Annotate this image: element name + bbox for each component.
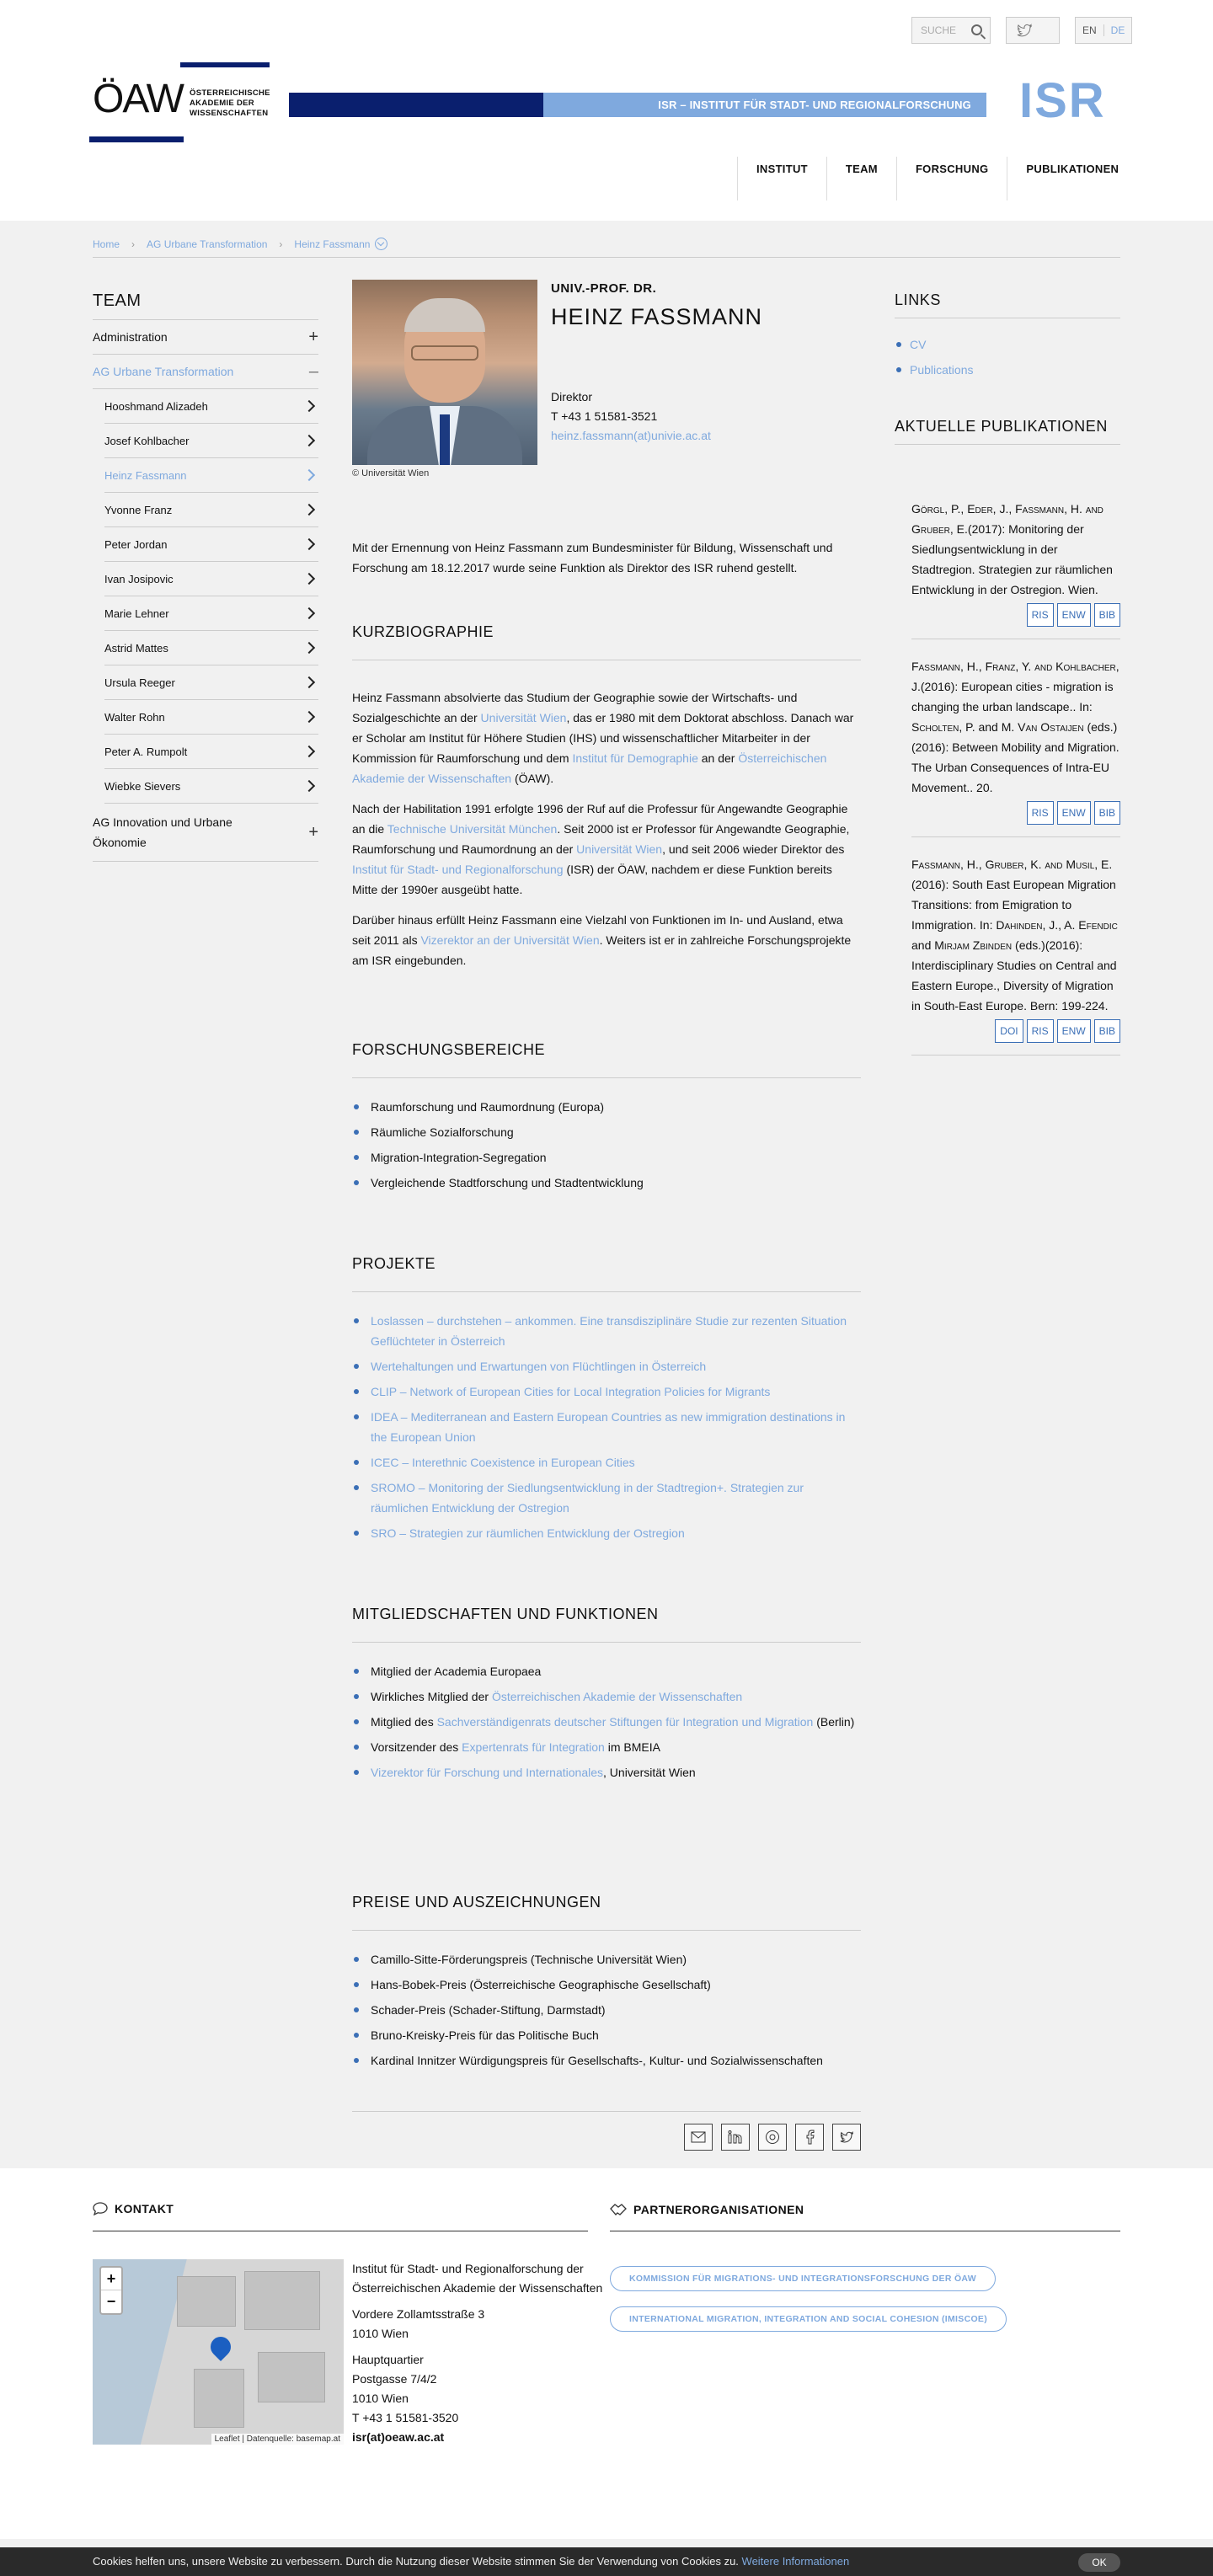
search-placeholder: SUCHE [921,24,957,36]
text: , das er 1980 mit dem Doktorat abschloss. Danach war er Scholar am Institut für Höhere Studien (IHS) und wissenschaftlicher Mitarbeiter in der Kommission für Raumforschung und dem [352,711,854,765]
breadcrumb-ag[interactable]: AG Urbane Transformation [147,238,268,250]
breadcrumb-separator: › [279,238,283,250]
bib-button[interactable]: BIB [1094,603,1120,627]
map-zoom-control [99,2266,123,2315]
sidebar-subitem-label: Peter A. Rumpolt [104,745,188,758]
sidebar-subitem-label: Walter Rohn [104,710,165,724]
section-title: KURZBIOGRAPHIE [352,623,861,660]
project-link[interactable]: CLIP – Network of European Cities for Local Integration Policies for Migrants [371,1385,771,1398]
link-institut-demographie[interactable]: Institut für Demographie [572,751,698,765]
address-line: Postgasse 7/4/2 [352,2372,437,2386]
speech-bubble-icon [93,2202,108,2215]
publications-link[interactable]: Publications [910,363,974,377]
ris-button[interactable]: RIS [1027,801,1054,825]
mail-icon[interactable] [684,2124,713,2151]
cookie-ok-button[interactable]: OK [1078,2553,1120,2572]
right-column [895,291,1120,1056]
pub-text: and [911,938,935,952]
section-projekte [352,1255,861,1548]
sidebar-subitem[interactable] [104,700,318,735]
list-item [895,357,1120,382]
breadcrumb-separator: › [131,238,136,250]
team-sidebar [93,291,318,862]
text: im BMEIA [604,1740,660,1754]
sidebar-item-ag-innovation[interactable] [93,804,318,862]
lang-de-link[interactable]: DE [1110,24,1125,36]
sidebar-subitem[interactable] [104,493,318,527]
person-email-link[interactable]: heinz.fassmann(at)univie.ac.at [551,429,711,442]
sidebar-subitem-label: Josef Kohlbacher [104,434,190,447]
research-list [352,1097,861,1193]
site-footer [0,2168,1213,2539]
list-item [352,1452,861,1472]
cookie-info-link[interactable]: Weitere Informationen [741,2555,850,2568]
list-item [352,1356,861,1376]
text: (Berlin) [813,1715,855,1729]
pub-authors: Fassmann, H., Franz, Y. and Kohlbacher, J. [911,660,1119,693]
sidebar-subitem[interactable] [104,665,318,700]
doi-button[interactable]: DOI [995,1019,1023,1043]
person-name: HEINZ FASSMANN [551,304,763,329]
list-item [352,1737,861,1757]
photo-glasses-shape [411,345,478,361]
sidebar-item-label: AG Urbane Transformation [93,365,234,378]
sidebar-subitem[interactable] [104,527,318,562]
chevron-right-icon [303,746,315,757]
kontakt-heading [93,2202,174,2215]
main-nav [737,157,1137,200]
breadcrumb [93,231,1120,258]
address-phone: T +43 1 51581-3520 [352,2411,459,2424]
text: Nach der Habilitation 1991 erfolgte 1996 der Ruf auf die Professur für Angewandte Geographie an die [352,802,848,836]
isr-logo[interactable]: ISR [1019,73,1106,128]
link-universitaet-wien[interactable]: Universität Wien [576,842,663,856]
institute-name: Institut für Stadt- und Regionalforschung der Österreichischen Akademie der Wissenschaften [352,2262,603,2295]
bio-paragraph [352,799,861,900]
chevron-right-icon [303,642,315,654]
chevron-right-icon [303,711,315,723]
list-item [352,1311,861,1351]
list-item [352,1478,861,1518]
text: Darüber hinaus erfüllt Heinz Fassmann eine Vielzahl von Funktionen im In- und Ausland, etwa seit 2011 als [352,913,843,947]
list-item [352,1712,861,1732]
list-item: Migration-Integration-Segregation [352,1147,861,1168]
sidebar-item-administration[interactable] [93,320,318,355]
project-link[interactable]: IDEA – Mediterranean and Eastern European Countries as new immigration destinations in the European Union [371,1410,846,1444]
pub-text: (eds.)(2016): Interdisciplinary Studies on Central and Eastern Europe., Diversity of Migration in South-East Europe. Bern: 199-224. [911,938,1117,1013]
chevron-right-icon [303,504,315,516]
logo-bar-top [180,62,270,67]
bio-paragraph [352,910,861,970]
band-dark-segment [289,93,543,117]
search-box[interactable] [911,17,991,44]
link-sachverstaendigenrat[interactable]: Sachverständigenrats deutscher Stiftungen für Integration und Migration [436,1715,814,1729]
band-title: ISR – INSTITUT FÜR STADT- UND REGIONALFORSCHUNG [543,93,986,117]
link-expertenrat[interactable]: Expertenrats für Integration [462,1740,605,1754]
bib-button[interactable]: BIB [1094,1019,1120,1043]
pub-export-buttons [911,603,1120,627]
project-link[interactable]: SROMO – Monitoring der Siedlungsentwicklung in der Stadtregion+. Strategien zur räumlichen Entwicklung der Ostregion [371,1481,804,1515]
address-email-link[interactable]: isr(at)oeaw.ac.at [352,2430,445,2444]
text: . Weiters ist er in zahlreiche Forschungsprojekte am ISR eingebunden. [352,933,852,967]
academic-title: UNIV.-PROF. DR. [551,281,657,296]
list-item [352,1407,861,1447]
map-block [258,2352,325,2402]
map-block [244,2271,320,2330]
handshake-icon [610,2202,627,2217]
pub-editor: M. Van Ostaijen [1001,720,1087,734]
nav-institut[interactable]: INSTITUT [737,157,826,200]
pub-authors: Görgl, P., Eder, J., Fassmann, H. and Gruber, E. [911,502,1103,536]
project-link[interactable]: ICEC – Interethnic Coexistence in European Cities [371,1456,635,1469]
plus-icon[interactable]: + [308,823,318,842]
sidebar-subitem-active[interactable] [104,458,318,493]
sidebar-subitem-label: Wiebke Sievers [104,779,181,793]
pub-authors: Fassmann, H., Gruber, K. and Musil, E. [911,858,1113,871]
address-line: Hauptquartier [352,2353,424,2366]
sidebar-subitem-label: Peter Jordan [104,537,168,551]
breadcrumb-current[interactable] [294,238,387,250]
nav-team[interactable]: TEAM [826,157,896,200]
chevron-right-icon [303,435,315,446]
link-universitaet-wien[interactable]: Universität Wien [480,711,567,724]
partner-heading [610,2202,804,2217]
list-item: Bruno-Kreisky-Preis für das Politische Buch [352,2025,861,2045]
chevron-right-icon [303,573,315,585]
project-link[interactable]: SRO – Strategien zur räumlichen Entwicklung der Ostregion [371,1526,685,1540]
text: an der [697,751,739,765]
sidebar-item-label: AG Innovation und Urbane Ökonomie [93,815,232,849]
text: Vorsitzender des [371,1740,462,1754]
address-line: 1010 Wien [352,2392,409,2405]
sidebar-subitem[interactable] [104,596,318,631]
link-oeaw[interactable]: Österreichischen Akademie der Wissenschaften [491,1690,743,1703]
section-title: MITGLIEDSCHAFTEN UND FUNKTIONEN [352,1606,861,1643]
address-block [352,2305,605,2344]
link-vizerektor[interactable]: Vizerektor an der Universität Wien [420,933,600,947]
header-tools [911,17,1132,44]
sidebar-subitem-label: Yvonne Franz [104,503,173,516]
twitter-header-button[interactable] [1006,17,1060,44]
map-attribution: Leaflet | Datenquelle: basemap.at [211,2434,344,2445]
nav-forschung[interactable]: FORSCHUNG [896,157,1007,200]
pub-editor: Dahinden, J., A. Efendic [996,918,1118,932]
chevron-down-icon[interactable] [375,238,387,250]
pub-export-buttons [911,801,1120,825]
enw-button[interactable]: ENW [1057,1019,1091,1043]
project-list [352,1311,861,1543]
zoom-in-button[interactable]: + [101,2268,121,2290]
nav-publikationen[interactable]: PUBLIKATIONEN [1007,157,1137,200]
list-item: Camillo-Sitte-Förderungspreis (Technische Universität Wien) [352,1949,861,1969]
sidebar-item-ag-urbane-transformation[interactable] [93,355,318,389]
partner-imiscoe-button[interactable]: INTERNATIONAL MIGRATION, INTEGRATION AND SOCIAL COHESION (IMISCOE) [610,2306,1007,2332]
ris-button[interactable]: RIS [1027,1019,1054,1043]
minus-icon[interactable]: – [308,362,318,381]
sidebar-subitem-label: Marie Lehner [104,607,169,620]
membership-list [352,1661,861,1782]
text: Mitglied des [371,1715,437,1729]
publication-entry [911,854,1120,1056]
profile-contact [551,387,711,446]
link-vizerektor[interactable]: Vizerektor für Forschung und Internationales [371,1766,604,1779]
photo-tie-shape [440,414,450,465]
sidebar-subitem-label: Hooshmand Alizadeh [104,399,208,413]
contact-address [352,2259,605,2454]
sidebar-title: TEAM [93,291,318,320]
pub-text: (2017): Monitoring der Siedlungsentwicklung in der Stadtregion. Strategien zur räumlichen Entwicklung in der Ostregion. Wien. [911,522,1113,596]
twitter-icon [1015,22,1034,39]
person-phone: T +43 1 51581-3521 [551,409,658,423]
text: , und seit 2006 wieder Direktor des [662,842,845,856]
twitter-icon[interactable] [832,2124,861,2151]
chevron-right-icon [303,469,315,481]
intro-text: Mit der Ernennung von Heinz Fassmann zum Bundesminister für Bildung, Wissenschaft und Forschung am 18.12.2017 wurde seine Funktion als Direktor des ISR ruhend gestellt. [352,541,833,575]
ris-button[interactable]: RIS [1027,603,1054,627]
list-item: Hans-Bobek-Preis (Österreichische Geographische Gesellschaft) [352,1975,861,1995]
chevron-right-icon [303,538,315,550]
address-line: Vordere Zollamtsstraße 3 [352,2307,485,2321]
section-title: PROJEKTE [352,1255,861,1292]
address-line: 1010 Wien [352,2327,409,2340]
section-mitgliedschaften [352,1606,861,1788]
section-title: PREISE UND AUSZEICHNUNGEN [352,1894,861,1931]
list-item: Raumforschung und Raumordnung (Europa) [352,1097,861,1117]
text: , Universität Wien [603,1766,696,1779]
linkedin-icon[interactable] [721,2124,750,2151]
map-block [177,2276,236,2327]
text: Heinz Fassmann absolvierte das Studium der Geographie sowie der Wirtschafts- und Sozialgeschichte an der [352,691,798,724]
text: . Seit 2000 ist er Professor für Angewandte Geographie, Raumforschung und Raumordnung an der [352,822,850,856]
project-link[interactable]: Wertehaltungen und Erwartungen von Flüchtlingen in Österreich [371,1360,707,1373]
list-item: Mitglied der Academia Europaea [352,1661,861,1681]
chevron-right-icon [303,607,315,619]
chevron-right-icon [303,780,315,792]
list-item: Kardinal Innitzer Würdigungspreis für Gesellschafts-, Kultur- und Sozialwissenschaften [352,2050,861,2071]
logo-bar-bottom [89,136,184,142]
site-header [0,0,1213,221]
section-title: FORSCHUNGSBEREICHE [352,1041,861,1078]
kontakt-label: KONTAKT [115,2202,174,2215]
enw-button[interactable]: ENW [1057,801,1091,825]
zoom-out-button[interactable]: − [106,2293,116,2310]
sidebar-subitem[interactable] [104,389,318,424]
list-item [352,1523,861,1543]
pub-editor: Scholten, P. [911,720,979,734]
sidebar-subitem-label: Ursula Reeger [104,676,175,689]
sidebar-item-label: Administration [93,330,168,344]
pub-editor: Mirjam Zbinden [934,938,1016,952]
person-role: Direktor [551,390,593,404]
oeaw-logo[interactable] [89,62,276,143]
facebook-icon[interactable] [795,2124,824,2151]
pub-text: (eds.)(2016): Between Mobility and Migration. The Urban Consequences of Intra-EU Movement.. 20. [911,720,1119,794]
sidebar-subitem[interactable] [104,631,318,665]
sidebar-subitem-label: Heinz Fassmann [104,468,187,482]
partner-label: PARTNERORGANISATIONEN [633,2203,804,2216]
list-item: Vergleichende Stadtforschung und Stadtentwicklung [352,1173,861,1193]
text: (ISR) der ÖAW, nachdem er diese Funktion bereits Mitte der 1990er ausgeübt hatte. [352,863,832,896]
share-icons [684,2124,861,2151]
footer-gap [0,2539,1213,2547]
partner-kmi-button[interactable]: KOMMISSION FÜR MIGRATIONS- UND INTEGRATIONSFORSCHUNG DER ÖAW [610,2266,996,2291]
list-item: Schader-Preis (Schader-Stiftung, Darmstadt) [352,2000,861,2020]
text: (ÖAW). [511,772,554,785]
cv-link[interactable]: CV [910,338,927,351]
section-preise [352,1894,861,2076]
language-switcher [1075,17,1132,44]
awards-list [352,1949,861,2071]
map-marker-icon[interactable] [206,2333,235,2361]
location-map[interactable] [93,2259,344,2445]
institute-band [289,93,986,117]
section-kurzbiographie [352,623,861,970]
sidebar-subitem[interactable] [104,562,318,596]
cookie-text [93,2555,849,2568]
cookie-banner [0,2547,1213,2576]
chevron-right-icon [303,400,315,412]
link-tu-muenchen[interactable]: Technische Universität München [387,822,558,836]
plus-icon[interactable]: + [308,328,318,346]
chevron-right-icon [303,676,315,688]
pub-text: (2016): South East European Migration Transitions: from Emigration to Immigration. In: [911,878,1116,932]
sidebar-subitem[interactable] [104,769,318,804]
pub-export-buttons [911,1019,1120,1043]
pub-text: (2016): European cities - migration is changing the urban landscape.. In: [911,680,1114,713]
logo-subtitle: ÖSTERREICHISCHE AKADEMIE DER WISSENSCHAFTEN [190,88,270,118]
breadcrumb-current-label: Heinz Fassmann [294,238,371,250]
text: Wirkliches Mitglied der [371,1690,492,1703]
sidebar-subitem[interactable] [104,735,318,769]
project-link[interactable]: Loslassen – durchstehen – ankommen. Eine transdisziplinäre Studie zur rezenten Situation Geflüchteter in Österreich [371,1314,847,1348]
list-item: Räumliche Sozialforschung [352,1122,861,1142]
profile-title [551,281,762,330]
search-icon[interactable] [971,24,982,35]
pub-text: and [978,720,1002,734]
links-list [895,332,1120,382]
profile-photo [352,280,537,465]
share-bar [352,2111,861,2148]
map-block [194,2369,244,2428]
sidebar-subitem-label: Ivan Josipovic [104,572,174,585]
publications-title: AKTUELLE PUBLIKATIONEN [895,418,1120,445]
lang-en-link[interactable]: EN [1076,24,1104,36]
link-isr[interactable]: Institut für Stadt- und Regionalforschung [352,863,564,876]
links-title: LINKS [895,291,1120,318]
breadcrumb-home[interactable]: Home [93,238,120,250]
photo-hair-shape [404,298,485,332]
list-item [352,1382,861,1402]
enw-button[interactable]: ENW [1057,603,1091,627]
list-item [895,332,1120,357]
photo-caption: © Universität Wien [352,468,430,478]
address-block [352,2350,605,2447]
publication-entry [911,656,1120,837]
list-item [352,1762,861,1782]
sidebar-subitem-label: Astrid Mattes [104,641,168,655]
logo-wordmark: ÖAW [93,77,183,121]
publication-entry [911,499,1120,639]
bib-button[interactable]: BIB [1094,801,1120,825]
sidebar-subitem[interactable] [104,424,318,458]
link-oeaw[interactable]: Österreichischen Akademie der Wissenschaften [352,751,827,785]
researchgate-icon[interactable] [758,2124,787,2151]
cookie-message: Cookies helfen uns, unsere Website zu verbessern. Durch die Nutzung dieser Website stimmen Sie der Verwendung von Cookies zu. [93,2555,742,2568]
section-forschungsbereiche [352,1041,861,1198]
list-item [352,1686,861,1707]
bio-paragraph [352,687,861,788]
